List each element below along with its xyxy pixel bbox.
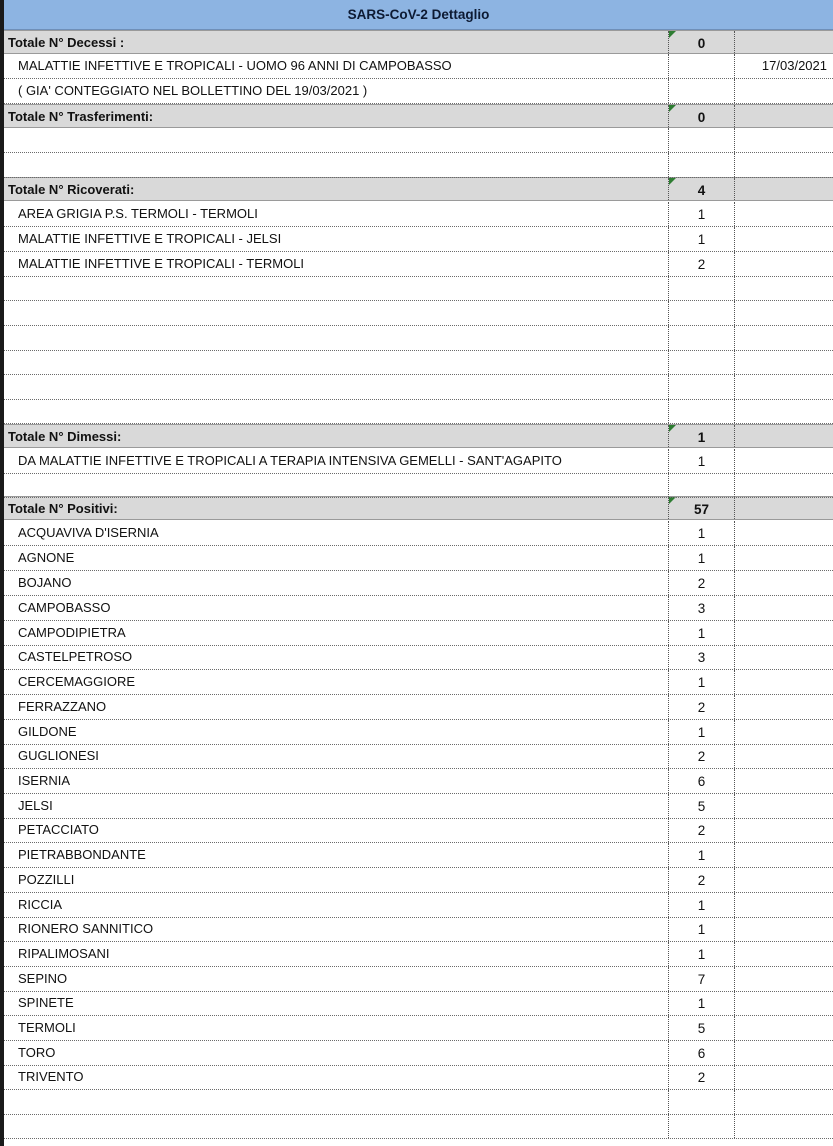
section-header-row xyxy=(4,424,833,448)
row-label[interactable]: JELSI xyxy=(18,798,53,813)
row-value[interactable] xyxy=(668,301,735,325)
row-date[interactable] xyxy=(735,967,833,991)
row-value[interactable]: 1 xyxy=(668,449,735,473)
row-value[interactable] xyxy=(668,54,735,78)
row-date[interactable] xyxy=(735,178,833,200)
table-row xyxy=(4,1065,833,1090)
row-label[interactable]: TRIVENTO xyxy=(18,1069,84,1084)
row-date[interactable] xyxy=(735,301,833,325)
row-value[interactable]: 1 xyxy=(668,621,735,645)
row-value[interactable]: 1 xyxy=(668,843,735,867)
row-label[interactable]: FERRAZZANO xyxy=(18,699,107,714)
row-date[interactable] xyxy=(735,1041,833,1065)
row-value[interactable]: 1 xyxy=(668,546,735,570)
row-label[interactable] xyxy=(4,128,668,152)
row-label[interactable]: ( GIA' CONTEGGIATO NEL BOLLETTINO DEL 19/03/2021 ) xyxy=(18,83,368,98)
row-date[interactable] xyxy=(735,794,833,818)
section-label[interactable]: Totale N° Decessi : xyxy=(8,35,125,50)
row-label[interactable] xyxy=(4,1090,668,1114)
row-value[interactable] xyxy=(668,1114,735,1138)
row-date[interactable] xyxy=(735,227,833,251)
table-row xyxy=(4,794,833,819)
row-date[interactable] xyxy=(735,375,833,399)
row-label[interactable]: CASTELPETROSO xyxy=(18,649,133,664)
row-label[interactable]: SEPINO xyxy=(18,971,68,986)
row-value[interactable] xyxy=(668,399,735,423)
row-label[interactable] xyxy=(4,473,668,497)
row-label[interactable]: PIETRABBONDANTE xyxy=(18,847,146,862)
table-row xyxy=(4,621,833,646)
row-date[interactable] xyxy=(735,79,833,103)
row-date[interactable] xyxy=(735,621,833,645)
section-total[interactable]: 4 xyxy=(668,178,735,200)
row-value[interactable]: 2 xyxy=(668,744,735,768)
row-date[interactable] xyxy=(735,473,833,497)
section-header-row xyxy=(4,496,833,520)
row-value[interactable] xyxy=(668,1090,735,1114)
table-row xyxy=(4,991,833,1016)
sheet-title: SARS-CoV-2 Dettaglio xyxy=(4,0,833,30)
row-label[interactable]: MALATTIE INFETTIVE E TROPICALI - JELSI xyxy=(18,231,282,246)
table-row xyxy=(4,546,833,571)
row-date[interactable] xyxy=(735,720,833,744)
table-row xyxy=(4,695,833,720)
row-date[interactable]: 17/03/2021 xyxy=(761,58,827,73)
empty-row xyxy=(4,399,833,424)
cell-comment-marker-icon xyxy=(669,31,676,38)
row-label[interactable]: CAMPODIPIETRA xyxy=(18,625,126,640)
row-label[interactable] xyxy=(4,276,668,300)
row-label[interactable]: TERMOLI xyxy=(18,1020,76,1035)
row-date[interactable] xyxy=(735,202,833,226)
row-value[interactable]: 5 xyxy=(668,794,735,818)
row-label[interactable]: CAMPOBASSO xyxy=(18,600,111,615)
row-value[interactable]: 1 xyxy=(668,227,735,251)
row-date[interactable] xyxy=(735,942,833,966)
table-row xyxy=(4,720,833,745)
row-value[interactable] xyxy=(668,350,735,374)
table-row xyxy=(4,79,833,104)
row-value[interactable]: 1 xyxy=(668,202,735,226)
row-value[interactable] xyxy=(668,79,735,103)
table-row xyxy=(4,942,833,967)
row-value[interactable] xyxy=(668,128,735,152)
row-label[interactable]: PETACCIATO xyxy=(18,822,99,837)
row-value[interactable]: 1 xyxy=(668,521,735,545)
row-date[interactable] xyxy=(735,497,833,519)
empty-row xyxy=(4,153,833,178)
row-label[interactable]: MALATTIE INFETTIVE E TROPICALI - TERMOLI xyxy=(18,256,305,271)
row-date[interactable] xyxy=(735,1065,833,1089)
row-label[interactable]: ACQUAVIVA D'ISERNIA xyxy=(18,525,159,540)
row-label[interactable] xyxy=(4,326,668,350)
cell-comment-marker-icon xyxy=(669,425,676,432)
row-value[interactable]: 2 xyxy=(668,695,735,719)
row-value[interactable] xyxy=(668,473,735,497)
row-value[interactable]: 3 xyxy=(668,645,735,669)
row-date[interactable] xyxy=(735,1090,833,1114)
empty-row xyxy=(4,326,833,351)
table-row xyxy=(4,769,833,794)
row-label[interactable]: AGNONE xyxy=(18,550,75,565)
row-date[interactable] xyxy=(735,991,833,1015)
row-value[interactable] xyxy=(668,153,735,177)
row-label[interactable]: ISERNIA xyxy=(18,773,71,788)
row-date[interactable] xyxy=(735,769,833,793)
row-date[interactable] xyxy=(735,645,833,669)
row-date[interactable] xyxy=(735,521,833,545)
section-header-row xyxy=(4,104,833,128)
row-date[interactable] xyxy=(735,868,833,892)
row-label[interactable]: BOJANO xyxy=(18,575,72,590)
row-date[interactable] xyxy=(735,105,833,127)
table-row xyxy=(4,1041,833,1066)
row-label[interactable]: GUGLIONESI xyxy=(18,748,99,763)
table-row xyxy=(4,252,833,277)
row-date[interactable] xyxy=(735,695,833,719)
row-label[interactable]: RICCIA xyxy=(18,897,63,912)
table-row xyxy=(4,202,833,227)
empty-row xyxy=(4,1090,833,1115)
row-value[interactable]: 1 xyxy=(668,670,735,694)
table-row xyxy=(4,596,833,621)
row-date[interactable] xyxy=(735,843,833,867)
section-total[interactable]: 0 xyxy=(668,31,735,53)
row-value[interactable]: 1 xyxy=(668,942,735,966)
row-date[interactable] xyxy=(735,1016,833,1040)
row-date[interactable] xyxy=(735,252,833,276)
row-label[interactable]: TORO xyxy=(18,1045,56,1060)
section-label[interactable]: Totale N° Positivi: xyxy=(8,501,118,516)
row-label[interactable] xyxy=(4,153,668,177)
section-label[interactable]: Totale N° Trasferimenti: xyxy=(8,109,154,124)
table-row xyxy=(4,843,833,868)
table-row xyxy=(4,917,833,942)
table-row xyxy=(4,521,833,546)
row-value[interactable]: 2 xyxy=(668,818,735,842)
section-label[interactable]: Totale N° Dimessi: xyxy=(8,429,122,444)
row-date[interactable] xyxy=(735,596,833,620)
table-row xyxy=(4,227,833,252)
empty-row xyxy=(4,1114,833,1139)
row-label[interactable]: MALATTIE INFETTIVE E TROPICALI - UOMO 96 ANNI DI CAMPOBASSO xyxy=(18,58,452,73)
row-value[interactable]: 5 xyxy=(668,1016,735,1040)
row-label[interactable]: AREA GRIGIA P.S. TERMOLI - TERMOLI xyxy=(18,206,258,221)
row-value[interactable]: 1 xyxy=(668,720,735,744)
cell-comment-marker-icon xyxy=(669,105,676,112)
row-label[interactable] xyxy=(4,350,668,374)
row-label[interactable]: POZZILLI xyxy=(18,872,75,887)
table-row xyxy=(4,967,833,992)
row-date[interactable] xyxy=(735,31,833,53)
row-date[interactable] xyxy=(735,893,833,917)
table-row xyxy=(4,1016,833,1041)
row-label[interactable] xyxy=(4,301,668,325)
section-total[interactable]: 0 xyxy=(668,105,735,127)
table-row xyxy=(4,670,833,695)
table-row xyxy=(4,449,833,474)
empty-row xyxy=(4,128,833,153)
row-value[interactable]: 2 xyxy=(668,571,735,595)
section-label[interactable]: Totale N° Ricoverati: xyxy=(8,182,135,197)
row-value[interactable]: 2 xyxy=(668,252,735,276)
row-date[interactable] xyxy=(735,449,833,473)
empty-row xyxy=(4,350,833,375)
row-label[interactable]: DA MALATTIE INFETTIVE E TROPICALI A TERAPIA INTENSIVA GEMELLI - SANT'AGAPITO xyxy=(18,453,562,468)
row-value[interactable]: 2 xyxy=(668,1065,735,1089)
table-row xyxy=(4,868,833,893)
table-row xyxy=(4,571,833,596)
row-value[interactable]: 3 xyxy=(668,596,735,620)
row-date[interactable] xyxy=(735,1114,833,1138)
row-label[interactable] xyxy=(4,375,668,399)
row-date[interactable] xyxy=(735,153,833,177)
row-date[interactable] xyxy=(735,425,833,447)
row-value[interactable] xyxy=(668,375,735,399)
row-label[interactable] xyxy=(4,1114,668,1138)
row-date[interactable] xyxy=(735,670,833,694)
row-date[interactable] xyxy=(735,276,833,300)
table-row xyxy=(4,645,833,670)
row-label[interactable]: CERCEMAGGIORE xyxy=(18,674,136,689)
row-date[interactable] xyxy=(735,128,833,152)
table-row xyxy=(4,54,833,79)
section-header-row xyxy=(4,177,833,201)
section-header-row xyxy=(4,30,833,54)
empty-row xyxy=(4,375,833,400)
row-value[interactable]: 1 xyxy=(668,893,735,917)
row-label[interactable]: SPINETE xyxy=(18,995,74,1010)
cell-comment-marker-icon xyxy=(669,497,676,504)
empty-row xyxy=(4,473,833,498)
row-date[interactable] xyxy=(735,818,833,842)
row-label[interactable]: GILDONE xyxy=(18,724,77,739)
row-value[interactable]: 7 xyxy=(668,967,735,991)
row-value[interactable] xyxy=(668,326,735,350)
row-date[interactable] xyxy=(735,917,833,941)
row-label[interactable]: RIONERO SANNITICO xyxy=(18,921,154,936)
row-value[interactable]: 2 xyxy=(668,868,735,892)
row-date[interactable] xyxy=(735,571,833,595)
row-date[interactable] xyxy=(735,326,833,350)
row-date[interactable] xyxy=(735,744,833,768)
section-total[interactable]: 57 xyxy=(668,497,735,519)
table-row xyxy=(4,744,833,769)
section-total[interactable]: 1 xyxy=(668,425,735,447)
empty-row xyxy=(4,276,833,301)
row-date[interactable] xyxy=(735,546,833,570)
table-row xyxy=(4,893,833,918)
row-value[interactable]: 6 xyxy=(668,769,735,793)
row-label[interactable] xyxy=(4,399,668,423)
row-value[interactable]: 1 xyxy=(668,917,735,941)
row-date[interactable] xyxy=(735,350,833,374)
cell-comment-marker-icon xyxy=(669,178,676,185)
row-date[interactable] xyxy=(735,399,833,423)
row-value[interactable]: 1 xyxy=(668,991,735,1015)
row-value[interactable]: 6 xyxy=(668,1041,735,1065)
row-label[interactable]: RIPALIMOSANI xyxy=(18,946,110,961)
empty-row xyxy=(4,301,833,326)
row-value[interactable] xyxy=(668,276,735,300)
table-row xyxy=(4,818,833,843)
